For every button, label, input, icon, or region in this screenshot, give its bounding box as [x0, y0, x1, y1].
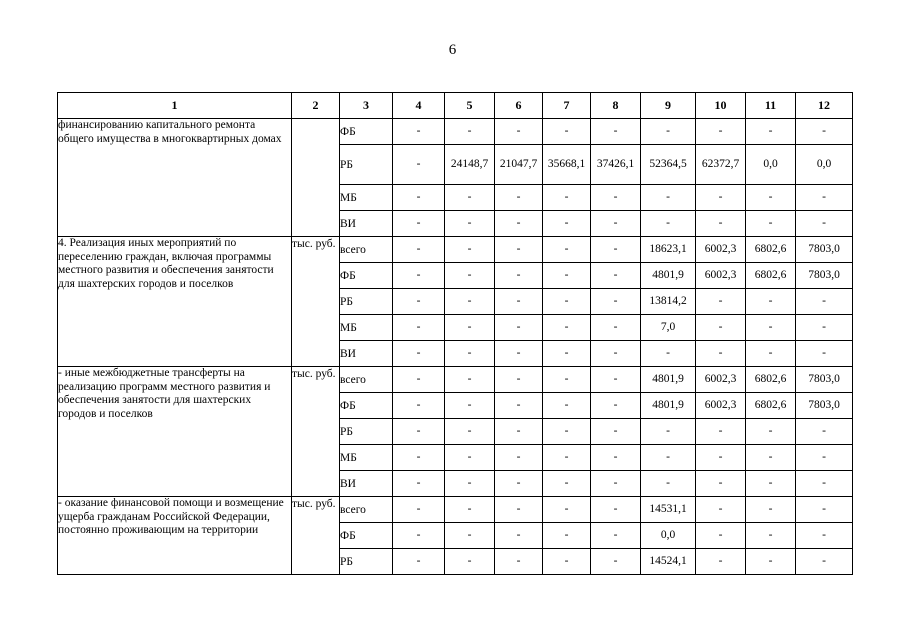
value-cell: - [746, 315, 796, 341]
value-cell: 7803,0 [796, 237, 853, 263]
funding-source-cell: РБ [340, 549, 393, 575]
value-cell: - [591, 315, 641, 341]
value-cell: 35668,1 [543, 145, 591, 185]
value-cell: - [796, 497, 853, 523]
value-cell: - [393, 289, 445, 315]
value-cell: - [591, 341, 641, 367]
value-cell: - [445, 119, 495, 145]
value-cell: 37426,1 [591, 145, 641, 185]
value-cell: - [393, 367, 445, 393]
funding-source-cell: ФБ [340, 393, 393, 419]
value-cell: - [543, 185, 591, 211]
value-cell: 0,0 [641, 523, 696, 549]
unit-cell [292, 119, 340, 237]
header-cell: 2 [292, 93, 340, 119]
table-row [58, 497, 853, 523]
value-cell: - [746, 211, 796, 237]
value-cell: 6002,3 [696, 367, 746, 393]
value-cell: - [746, 471, 796, 497]
row-description: - иные межбюджетные трансферты на реализацию программ местного развития и обеспечения занятости для шахтерских городов и поселков [58, 367, 292, 497]
value-cell: 4801,9 [641, 263, 696, 289]
value-cell: - [591, 393, 641, 419]
value-cell: - [796, 471, 853, 497]
table-row [58, 119, 853, 145]
value-cell: - [445, 367, 495, 393]
value-cell: - [796, 315, 853, 341]
value-cell: - [495, 185, 543, 211]
value-cell: - [393, 145, 445, 185]
value-cell: 4801,9 [641, 367, 696, 393]
value-cell: - [445, 185, 495, 211]
value-cell: - [543, 393, 591, 419]
budget-table [57, 92, 853, 575]
unit-cell: тыс. руб. [292, 367, 340, 497]
value-cell: - [393, 237, 445, 263]
row-description: 4. Реализация иных мероприятий по переселению граждан, включая программы местного развития и обеспечения занятости для шахтерских городов и поселков [58, 237, 292, 367]
value-cell: - [543, 315, 591, 341]
value-cell: 7803,0 [796, 367, 853, 393]
value-cell: - [591, 119, 641, 145]
value-cell: - [445, 419, 495, 445]
value-cell: - [746, 419, 796, 445]
value-cell: 6002,3 [696, 393, 746, 419]
value-cell: - [495, 549, 543, 575]
value-cell: - [696, 211, 746, 237]
value-cell: - [495, 315, 543, 341]
funding-source-cell: ФБ [340, 523, 393, 549]
value-cell: 6802,6 [746, 237, 796, 263]
row-description: - оказание финансовой помощи и возмещение ущерба гражданам Российской Федерации, постоянно проживающим на территории [58, 497, 292, 575]
funding-source-cell: всего [340, 367, 393, 393]
value-cell: - [591, 237, 641, 263]
value-cell: - [393, 445, 445, 471]
value-cell: - [445, 393, 495, 419]
value-cell: - [495, 497, 543, 523]
funding-source-cell: РБ [340, 289, 393, 315]
value-cell: - [445, 445, 495, 471]
value-cell: - [393, 471, 445, 497]
header-cell: 6 [495, 93, 543, 119]
value-cell: 7,0 [641, 315, 696, 341]
value-cell: - [696, 445, 746, 471]
value-cell: - [393, 211, 445, 237]
value-cell: - [796, 419, 853, 445]
value-cell: - [796, 289, 853, 315]
value-cell: - [696, 419, 746, 445]
value-cell: - [591, 523, 641, 549]
value-cell: - [591, 185, 641, 211]
value-cell: - [696, 341, 746, 367]
value-cell: - [445, 341, 495, 367]
value-cell: 0,0 [746, 145, 796, 185]
value-cell: - [641, 341, 696, 367]
value-cell: - [543, 263, 591, 289]
value-cell: 4801,9 [641, 393, 696, 419]
value-cell: - [393, 185, 445, 211]
value-cell: - [445, 315, 495, 341]
value-cell: - [696, 497, 746, 523]
value-cell: - [591, 471, 641, 497]
value-cell: - [495, 393, 543, 419]
header-cell: 11 [746, 93, 796, 119]
value-cell: - [591, 367, 641, 393]
value-cell: 0,0 [796, 145, 853, 185]
funding-source-cell: РБ [340, 145, 393, 185]
value-cell: - [641, 119, 696, 145]
value-cell: - [591, 445, 641, 471]
value-cell: - [796, 523, 853, 549]
value-cell: - [796, 549, 853, 575]
header-cell: 7 [543, 93, 591, 119]
value-cell: 6802,6 [746, 393, 796, 419]
value-cell: - [696, 289, 746, 315]
page-number: 6 [448, 42, 457, 58]
value-cell: - [543, 549, 591, 575]
table-row [58, 237, 853, 263]
value-cell: - [591, 419, 641, 445]
value-cell: - [393, 523, 445, 549]
value-cell: - [796, 119, 853, 145]
funding-source-cell: всего [340, 497, 393, 523]
value-cell: - [495, 119, 543, 145]
value-cell: - [543, 211, 591, 237]
value-cell: - [641, 185, 696, 211]
value-cell: 62372,7 [696, 145, 746, 185]
value-cell: - [641, 211, 696, 237]
value-cell: - [495, 471, 543, 497]
value-cell: - [543, 445, 591, 471]
value-cell: - [543, 497, 591, 523]
value-cell: - [796, 185, 853, 211]
value-cell: - [543, 367, 591, 393]
value-cell: 7803,0 [796, 393, 853, 419]
value-cell: - [495, 289, 543, 315]
value-cell: - [495, 419, 543, 445]
table-body [58, 119, 853, 575]
header-cell: 12 [796, 93, 853, 119]
value-cell: - [591, 263, 641, 289]
value-cell: 6802,6 [746, 367, 796, 393]
unit-cell: тыс. руб. [292, 237, 340, 367]
header-row [58, 93, 853, 119]
value-cell: - [641, 445, 696, 471]
value-cell: - [543, 341, 591, 367]
value-cell: - [746, 119, 796, 145]
value-cell: - [495, 523, 543, 549]
value-cell: - [696, 185, 746, 211]
value-cell: 14524,1 [641, 549, 696, 575]
value-cell: - [393, 263, 445, 289]
value-cell: - [445, 471, 495, 497]
value-cell: - [393, 315, 445, 341]
funding-source-cell: ФБ [340, 119, 393, 145]
funding-source-cell: всего [340, 237, 393, 263]
value-cell: 6002,3 [696, 237, 746, 263]
value-cell: 52364,5 [641, 145, 696, 185]
value-cell: - [746, 549, 796, 575]
header-cell: 8 [591, 93, 641, 119]
funding-source-cell: МБ [340, 185, 393, 211]
value-cell: - [696, 119, 746, 145]
value-cell: - [696, 471, 746, 497]
value-cell: - [696, 315, 746, 341]
value-cell: 14531,1 [641, 497, 696, 523]
row-description: финансированию капитального ремонта общего имущества в многоквартирных домах [58, 119, 292, 237]
value-cell: - [543, 119, 591, 145]
value-cell: - [641, 419, 696, 445]
value-cell: - [591, 497, 641, 523]
funding-source-cell: МБ [340, 445, 393, 471]
header-cell: 10 [696, 93, 746, 119]
value-cell: 6802,6 [746, 263, 796, 289]
funding-source-cell: ВИ [340, 211, 393, 237]
value-cell: - [641, 471, 696, 497]
value-cell: - [543, 523, 591, 549]
funding-source-cell: ВИ [340, 471, 393, 497]
header-cell: 9 [641, 93, 696, 119]
value-cell: - [495, 445, 543, 471]
value-cell: - [445, 549, 495, 575]
value-cell: - [393, 341, 445, 367]
unit-cell: тыс. руб. [292, 497, 340, 575]
value-cell: - [495, 367, 543, 393]
value-cell: - [393, 119, 445, 145]
value-cell: - [746, 185, 796, 211]
value-cell: - [796, 445, 853, 471]
value-cell: - [746, 341, 796, 367]
value-cell: - [495, 211, 543, 237]
value-cell: - [591, 211, 641, 237]
value-cell: - [746, 497, 796, 523]
value-cell: - [591, 549, 641, 575]
value-cell: - [393, 497, 445, 523]
funding-source-cell: МБ [340, 315, 393, 341]
value-cell: - [495, 237, 543, 263]
value-cell: - [543, 289, 591, 315]
value-cell: 13814,2 [641, 289, 696, 315]
header-cell: 5 [445, 93, 495, 119]
value-cell: - [445, 237, 495, 263]
value-cell: - [543, 419, 591, 445]
value-cell: - [445, 263, 495, 289]
header-cell: 1 [58, 93, 292, 119]
value-cell: - [543, 237, 591, 263]
table-row [58, 367, 853, 393]
value-cell: 21047,7 [495, 145, 543, 185]
value-cell: 18623,1 [641, 237, 696, 263]
value-cell: - [591, 289, 641, 315]
header-cell: 3 [340, 93, 393, 119]
value-cell: - [696, 523, 746, 549]
value-cell: - [445, 497, 495, 523]
value-cell: - [796, 211, 853, 237]
header-cell: 4 [393, 93, 445, 119]
value-cell: - [746, 289, 796, 315]
value-cell: 7803,0 [796, 263, 853, 289]
value-cell: - [696, 549, 746, 575]
value-cell: - [445, 211, 495, 237]
value-cell: 6002,3 [696, 263, 746, 289]
value-cell: - [495, 263, 543, 289]
funding-source-cell: ФБ [340, 263, 393, 289]
value-cell: - [393, 419, 445, 445]
funding-source-cell: ВИ [340, 341, 393, 367]
value-cell: - [495, 341, 543, 367]
value-cell: - [445, 523, 495, 549]
value-cell: - [393, 393, 445, 419]
value-cell: - [796, 341, 853, 367]
value-cell: 24148,7 [445, 145, 495, 185]
value-cell: - [445, 289, 495, 315]
value-cell: - [393, 549, 445, 575]
value-cell: - [746, 523, 796, 549]
funding-source-cell: РБ [340, 419, 393, 445]
value-cell: - [746, 445, 796, 471]
value-cell: - [543, 471, 591, 497]
